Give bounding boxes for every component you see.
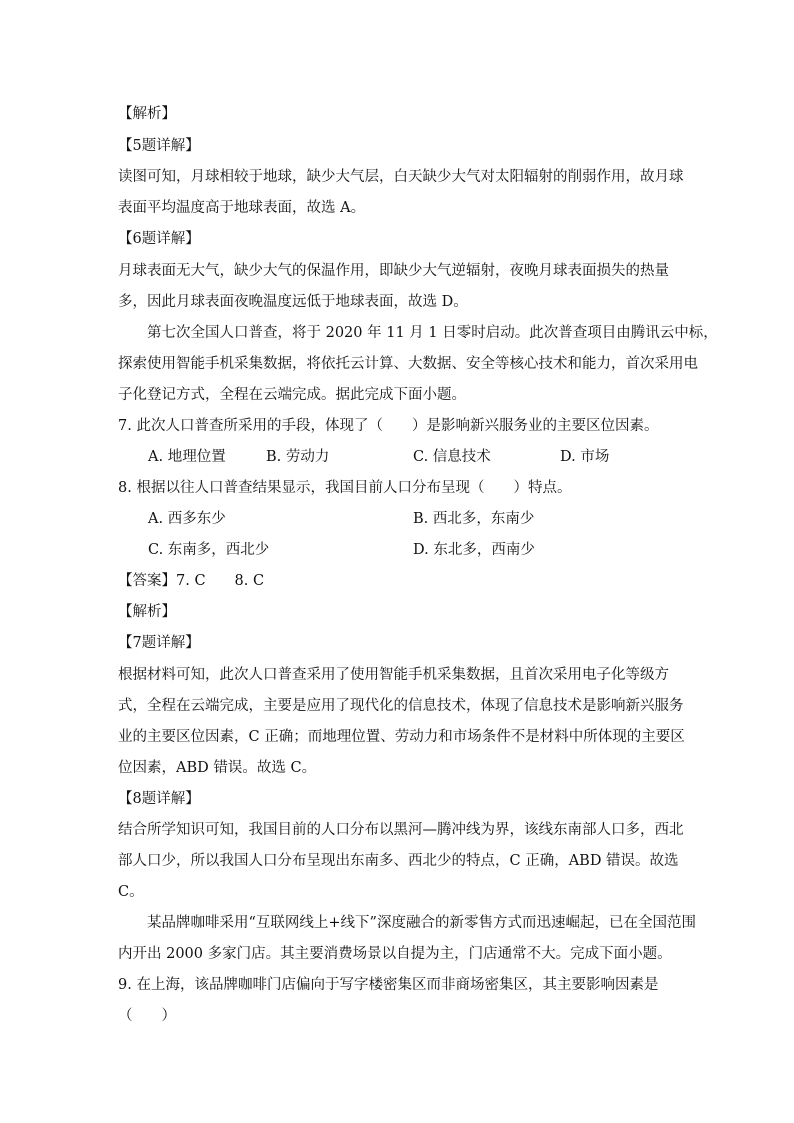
question-8: 8. 根据以往人口普查结果显示，我国目前人口分布呈现（ ）特点。	[118, 480, 572, 496]
q6-detail-heading: 【6题详解】	[118, 231, 200, 247]
paragraph-line: C。	[118, 884, 144, 900]
paragraph-line: 第七次全国人口普查，将于 2020 年 11 月 1 日零时启动。此次普查项目由腾讯云中标，	[147, 325, 718, 341]
q8-detail-heading: 【8题详解】	[118, 791, 200, 807]
q7-option-d: D. 市场	[560, 449, 610, 465]
q8-option-d: D. 东北多，西南少	[413, 542, 535, 558]
paragraph-line: 探索使用智能手机采集数据，将依托云计算、大数据、安全等核心技术和能力，首次采用电	[118, 356, 698, 372]
paragraph-line: 某品牌咖啡采用“互联网线上+线下”深度融合的新零售方式而迅速崛起，已在全国范围	[147, 915, 696, 931]
paragraph-line: 式，全程在云端完成，主要是应用了现代化的信息技术，体现了信息技术是影响新兴服务	[118, 698, 684, 714]
paragraph-line: 子化登记方式，全程在云端完成。据此完成下面小题。	[118, 387, 466, 403]
question-7: 7. 此次人口普查所采用的手段，体现了（ ）是影响新兴服务业的主要区位因素。	[118, 418, 659, 434]
section-heading-analysis: 【解析】	[118, 604, 176, 620]
q7-option-c: C. 信息技术	[413, 449, 491, 465]
paragraph-line: 多，因此月球表面夜晚温度远低于地球表面，故选 D。	[118, 294, 468, 310]
paragraph-line: 表面平均温度高于地球表面，故选 A。	[118, 200, 366, 216]
paragraph-line: 业的主要区位因素，C 正确；而地理位置、劳动力和市场条件不是材料中所体现的主要区	[118, 729, 685, 745]
paragraph-line: 结合所学知识可知，我国目前的人口分布以黑河—腾冲线为界，该线东南部人口多，西北	[118, 822, 684, 838]
q7-option-a: A. 地理位置	[148, 449, 226, 465]
section-heading-analysis: 【解析】	[118, 106, 176, 122]
paragraph-line: 内开出 2000 多家门店。其主要消费场景以自提为主，门店通常不大。完成下面小题。	[118, 946, 672, 962]
q8-option-c: C. 东南多，西北少	[148, 542, 270, 558]
paragraph-line: 月球表面无大气，缺少大气的保温作用，即缺少大气逆辐射，夜晚月球表面损失的热量	[118, 263, 669, 279]
question-9: 9. 在上海，该品牌咖啡门店偏向于写字楼密集区而非商场密集区，其主要影响因素是	[118, 977, 659, 993]
paragraph-line: 读图可知，月球相较于地球，缺少大气层，白天缺少大气对太阳辐射的削弱作用，故月球	[118, 169, 684, 185]
answer-line: 【答案】7. C 8. C	[118, 573, 265, 589]
q8-option-a: A. 西多东少	[148, 511, 226, 527]
paragraph-line: 部人口少，所以我国人口分布呈现出东南多、西北少的特点，C 正确，ABD 错误。故选	[118, 853, 679, 869]
q8-option-b: B. 西北多，东南少	[413, 511, 535, 527]
paragraph-line: 位因素，ABD 错误。故选 C。	[118, 760, 317, 776]
paragraph-line: 根据材料可知，此次人口普查采用了使用智能手机采集数据，且首次采用电子化等级方	[118, 667, 669, 683]
q7-detail-heading: 【7题详解】	[118, 635, 200, 651]
q7-option-b: B. 劳动力	[266, 449, 330, 465]
question-9-blank: （ ）	[118, 1008, 176, 1024]
q5-detail-heading: 【5题详解】	[118, 138, 200, 154]
